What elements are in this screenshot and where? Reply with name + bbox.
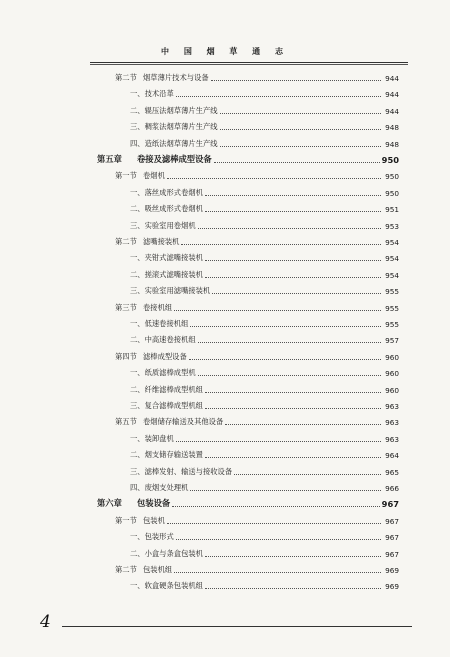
toc-entry-title: 卷接机组 [143,302,173,312]
toc-page-number: 944 [385,74,399,83]
toc-page-number: 960 [385,352,399,362]
toc-item-row [130,383,399,395]
leader-dots [220,112,381,114]
toc-item-row [130,186,399,198]
toc-page-number: 954 [385,238,399,247]
toc-page-number: 964 [385,451,399,461]
toc-entry-title: 二、纤维滤棒成型机组 [130,384,203,394]
toc-entry-title: 滤棒成型设备 [143,351,187,361]
toc-entry-title: 卷接及滤棒成型设备 [137,154,212,164]
toc-entry-title: 包装机组 [143,565,173,574]
toc-section-number: 第二节 [115,73,137,82]
toc-item-row [130,317,399,329]
toc-entry-title: 三、滤棒发射、输送与接收设备 [130,466,233,476]
toc-entry-title: 一、软盒硬条包装机组 [130,581,203,591]
toc-item-row [130,120,399,132]
toc-entry-title: 一、技术沿革 [130,89,174,99]
toc-item-row [130,87,399,99]
toc-page-number: 950 [385,188,399,198]
header-rule-secondary [90,64,408,65]
toc-page-number: 967 [385,533,399,543]
toc-item-row [130,104,399,116]
leader-dots [205,587,381,589]
header-rule [90,62,408,63]
toc-entry-title: 四、造纸法烟草薄片生产线 [130,138,218,148]
leader-dots [198,374,381,376]
leader-dots [176,95,381,97]
toc-section-number: 第二节 [115,565,137,574]
toc-chapter-number: 第六章 [97,498,122,509]
toc-page-number: 960 [385,385,399,395]
toc-page-number: 955 [385,287,399,297]
toc-section-row [115,350,399,362]
leader-dots [198,227,381,229]
leader-dots [214,161,380,163]
leader-dots [211,79,381,81]
toc-page-number: 948 [385,123,399,133]
toc-entry-title: 二、中高速卷接机组 [130,335,196,345]
toc-page-number: 950 [385,172,399,182]
toc-page-number: 955 [385,320,399,329]
toc-page-number: 951 [385,205,399,215]
toc-entry-title: 二、烟支储存输送装置 [130,450,203,460]
toc-page-number: 969 [385,582,399,592]
leader-dots [172,505,379,507]
leader-dots [205,391,381,393]
toc-section-row [115,563,399,575]
toc-page-number: 955 [385,303,399,313]
toc-page-number: 944 [385,106,399,116]
toc-page-number: 967 [385,549,399,559]
toc-item-row [130,284,399,296]
toc-section-row [115,169,399,181]
toc-section-number: 第一节 [115,171,137,181]
toc-page-number: 944 [385,90,399,100]
toc-entry-title: 卷烟机 [143,171,165,181]
toc-item-row [130,137,399,149]
toc-entry-title: 二、吸丝成形式卷烟机 [130,204,203,214]
leader-dots [198,341,381,343]
leader-dots [174,571,381,573]
page-number: 4 [40,612,51,632]
leader-dots [167,177,381,179]
toc-section-row [115,301,399,313]
leader-dots [190,489,381,491]
toc-entry-title: 一、包装形式 [130,532,174,542]
toc-entry-title: 三、实验室用卷烟机 [130,220,196,230]
toc-item-row [130,251,399,263]
toc-entry-title: 一、落丝成形式卷烟机 [130,187,203,197]
toc-entry-title: 包装设备 [137,498,171,509]
leader-dots [189,358,381,360]
leader-dots [205,194,381,196]
toc-page-number: 967 [385,516,399,526]
toc-item-row [130,399,399,411]
toc-entry-title: 三、复合滤棒成型机组 [130,401,203,410]
toc-chapter-row [97,153,399,165]
toc-item-row [130,448,399,460]
toc-page-number: 963 [385,402,399,411]
leader-dots [174,309,381,311]
toc-page-number: 954 [385,270,399,280]
toc-section-number: 第四节 [115,351,137,361]
toc-entry-title: 包装机 [143,515,165,525]
toc-section-row [115,514,399,526]
toc-page-number: 954 [385,254,399,264]
leader-dots [225,423,381,425]
toc-page-number: 953 [385,221,399,231]
leader-dots [220,145,381,147]
toc-item-row [130,219,399,231]
running-header: 中 国 烟 草 通 志 [161,47,289,56]
toc-entry-title: 一、夹钳式滤嘴接装机 [130,253,203,263]
toc-page-number: 965 [385,467,399,477]
toc-item-row [130,547,399,559]
leader-dots [205,555,381,557]
leader-dots [176,440,381,442]
toc-section-row [115,415,399,427]
toc-page-number: 960 [385,369,399,379]
leader-dots [167,522,381,524]
toc-entry-title: 三、实验室用滤嘴接装机 [130,286,211,296]
leader-dots [181,243,381,245]
leader-dots [205,259,381,261]
toc-item-row [130,465,399,477]
toc-item-row [130,333,399,345]
toc-item-row [130,432,399,444]
toc-section-number: 第五节 [115,417,137,427]
toc-entry-title: 三、稠浆法烟草薄片生产线 [130,122,218,132]
toc-section-row [115,71,399,83]
toc-entry-title: 二、辊压法烟草薄片生产线 [130,105,218,115]
toc-entry-title: 二、小盒与条盒包装机 [130,548,203,558]
toc-entry-title: 卷烟储存输送及其他设备 [143,417,224,427]
toc-page-number: 969 [385,566,399,575]
toc-page-number: 957 [385,336,399,346]
toc-page-number: 967 [381,499,399,510]
toc-entry-title: 一、纸质滤棒成型机 [130,368,196,378]
leader-dots [205,407,381,409]
footer-rule [62,626,412,627]
toc-section-number: 第三节 [115,302,137,312]
toc-section-number: 第二节 [115,237,137,246]
toc-entry-title: 滤嘴接装机 [143,237,180,246]
leader-dots [190,325,381,327]
toc-item-row [130,268,399,280]
toc-chapter-row [97,497,399,509]
toc-section-row [115,235,399,247]
toc-item-row [130,530,399,542]
toc-item-row [130,481,399,493]
toc-page-number: 950 [381,155,399,165]
toc-entry-title: 四、废烟支处理机 [130,483,189,492]
toc-page-number: 963 [385,418,399,428]
leader-dots [205,276,381,278]
leader-dots [220,128,381,130]
leader-dots [205,210,381,212]
toc-entry-title: 一、装卸盘机 [130,433,174,443]
toc-chapter-number: 第五章 [97,154,122,164]
toc-page-number: 966 [385,484,399,493]
toc-entry-title: 一、低速卷接机组 [130,319,189,328]
toc-page-number: 948 [385,139,399,149]
toc-page-number: 963 [385,434,399,444]
toc-entry-title: 烟草薄片技术与设备 [143,73,209,82]
toc-section-number: 第一节 [115,515,137,525]
toc-item-row [130,366,399,378]
leader-dots [205,456,381,458]
toc-item-row [130,579,399,591]
toc-item-row [130,202,399,214]
leader-dots [176,538,381,540]
leader-dots [212,292,381,294]
toc-entry-title: 二、搓滚式滤嘴接装机 [130,269,203,279]
leader-dots [234,473,381,475]
